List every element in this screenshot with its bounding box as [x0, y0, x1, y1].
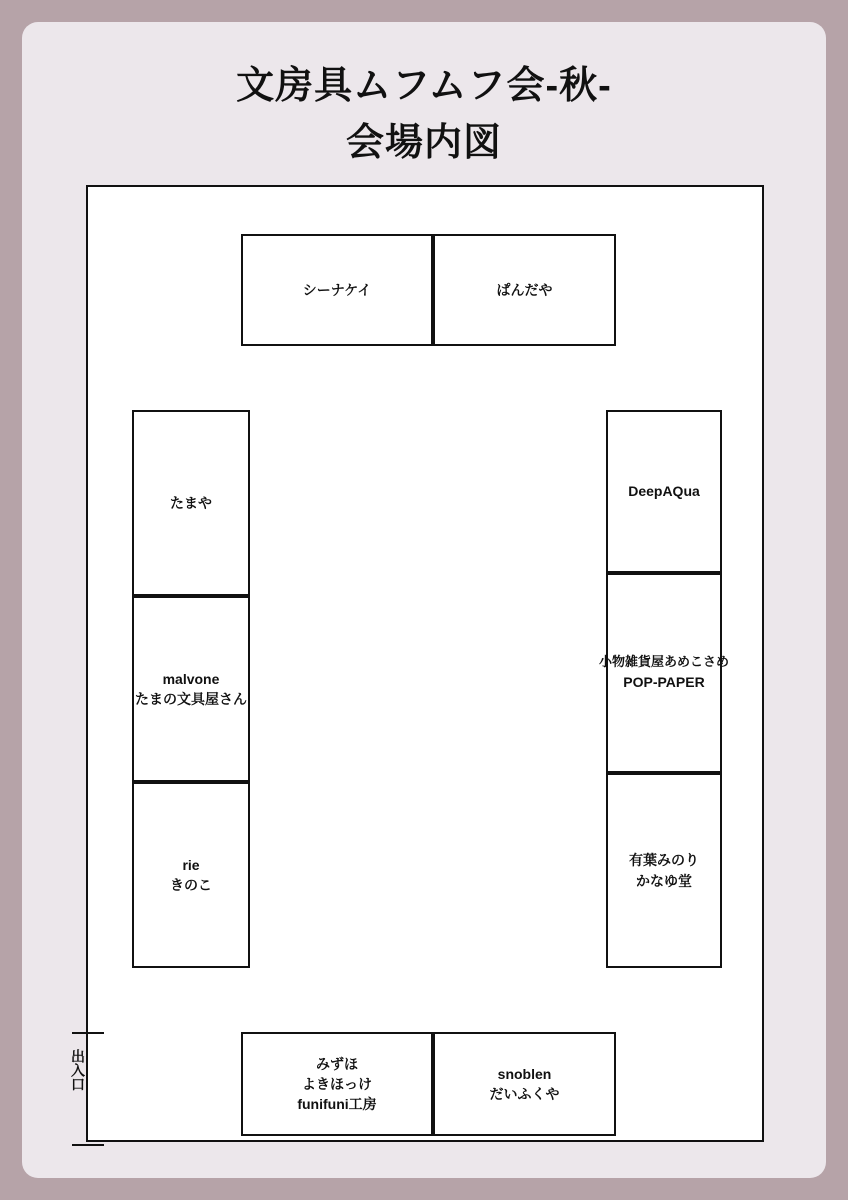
booth-name: rie	[182, 856, 200, 873]
booth-malvone[interactable]	[132, 596, 250, 782]
flyer-page	[22, 22, 826, 1178]
booth-name-secondary: きのこ	[170, 877, 212, 893]
booth-name-secondary: たまの文具屋さん	[135, 691, 247, 707]
booth-arihaminori[interactable]	[606, 773, 722, 968]
booth-name-secondary: かなゆ堂	[636, 872, 692, 889]
booth-rie[interactable]	[132, 782, 250, 968]
page-title-line-1: 文房具ムフムフ会-秋-	[236, 65, 612, 107]
booth-amekosame[interactable]	[599, 573, 730, 773]
booth-name: ぱんだや	[496, 281, 553, 298]
booth-snoblen[interactable]	[433, 1032, 616, 1136]
booth-name: シーナケイ	[302, 281, 372, 298]
booth-name-secondary: よきほっけ	[302, 1075, 372, 1092]
page-title-line-2: 会場内図	[345, 122, 502, 164]
booth-tamaya[interactable]	[132, 410, 250, 596]
entrance-label: 出入口	[70, 1049, 86, 1091]
booth-mizuho[interactable]	[241, 1032, 433, 1136]
booth-name: DeepAQua	[628, 483, 700, 500]
booth-name-secondary: だいふくや	[489, 1086, 560, 1102]
booth-pandaya[interactable]	[433, 234, 616, 346]
booth-name: みずほ	[316, 1055, 358, 1072]
booth-name: malvone	[162, 670, 220, 687]
booth-name: 有葉みのり	[629, 852, 699, 869]
page-title	[22, 58, 826, 172]
entrance-mark-top	[72, 1032, 104, 1034]
booth-name-tertiary: funifuni工房	[297, 1096, 377, 1113]
booth-name: snoblen	[497, 1065, 552, 1082]
booth-name-secondary: POP-PAPER	[623, 674, 705, 691]
venue-floor-plan	[70, 185, 764, 1142]
booth-shinakei[interactable]	[241, 234, 433, 346]
booth-name: 小物雑貨屋あめこさめ	[599, 654, 730, 670]
entrance-mark-bottom	[72, 1144, 104, 1146]
booth-name: たまや	[170, 494, 212, 511]
booth-deepaqua[interactable]	[606, 410, 722, 573]
